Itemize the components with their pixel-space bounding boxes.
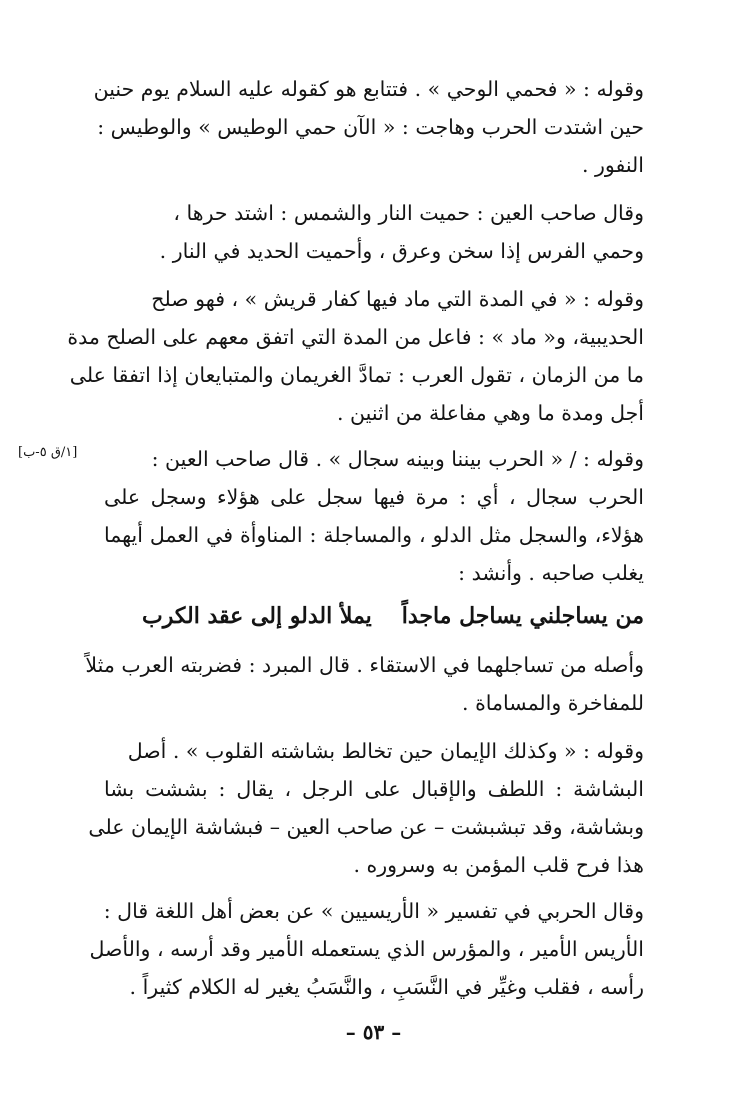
text-line: يغلب صاحبه . وأنشد :: [458, 561, 644, 585]
text-line: الحرب سجال ، أي : مرة فيها سجل على هؤلاء وسجل على: [104, 485, 644, 509]
text-line: وقوله : / « الحرب بيننا وبينه سجال » . قال صاحب العين :: [151, 447, 644, 471]
text-line: وقوله : « في المدة التي ماد فيها كفار قريش » ، فهو صلح: [151, 287, 644, 311]
text-line: وقال صاحب العين : حميت النار والشمس : اشتد حرها ،: [173, 201, 644, 225]
text-line: وقوله : « وكذلك الإيمان حين تخالط بشاشته القلوب » . أصل: [127, 739, 644, 763]
text-line: البشاشة : اللطف والإقبال على الرجل ، يقال : بششت بشا: [104, 777, 644, 801]
text-line: هؤلاء، والسجل مثل الدلو ، والمساجلة : المناوأة في العمل أيهما: [104, 523, 644, 547]
verse-hemistich-1: من يساجلني يساجل ماجداً: [401, 603, 644, 629]
page-number: – ٥٣ –: [345, 1020, 402, 1044]
text-line: وحمي الفرس إذا سخن وعرق ، وأحميت الحديد في النار .: [159, 239, 644, 263]
text-line: الأريس الأمير ، والمؤرس الذي يستعمله الأمير وقد أرسه ، والأصل: [89, 937, 644, 961]
folio-margin-note: [١/ق ٥-ب]: [18, 445, 78, 460]
text-line: النفور .: [581, 153, 644, 177]
verse-hemistich-2: يملأ الدلو إلى عقد الكرب: [142, 603, 372, 629]
text-line: هذا فرح قلب المؤمن به وسروره .: [353, 853, 644, 877]
text-line: ما من الزمان ، تقول العرب : تمادَّ الغريمان والمتبايعان إذا اتفقا على: [69, 363, 644, 387]
text-line: أجل ومدة ما وهي مفاعلة من اثنين .: [337, 401, 644, 425]
text-line: وقال الحربي في تفسير « الأريسيين » عن بعض أهل اللغة قال :: [103, 899, 644, 923]
text-line: الحديبية، و« ماد » : فاعل من المدة التي اتفق معهم على الصلح مدة: [67, 325, 644, 349]
text-line: للمفاخرة والمساماة .: [462, 691, 644, 715]
text-line: رأسه ، فقلب وغيِّر في النَّسَبِ ، والنَّسَبُ يغير له الكلام كثيراً .: [129, 975, 644, 999]
text-line: وقوله : « فحمي الوحي » . فتتابع هو كقوله عليه السلام يوم حنين: [93, 77, 644, 101]
text-line: حين اشتدت الحرب وهاجت : « الآن حمي الوطيس » والوطيس :: [97, 115, 644, 139]
text-line: وأصله من تساجلهما في الاستقاء . قال المبرد : فضربته العرب مثلاً: [85, 653, 644, 677]
text-line: وبشاشة، وقد تبشبشت – عن صاحب العين – فبشاشة الإيمان على: [88, 815, 644, 839]
